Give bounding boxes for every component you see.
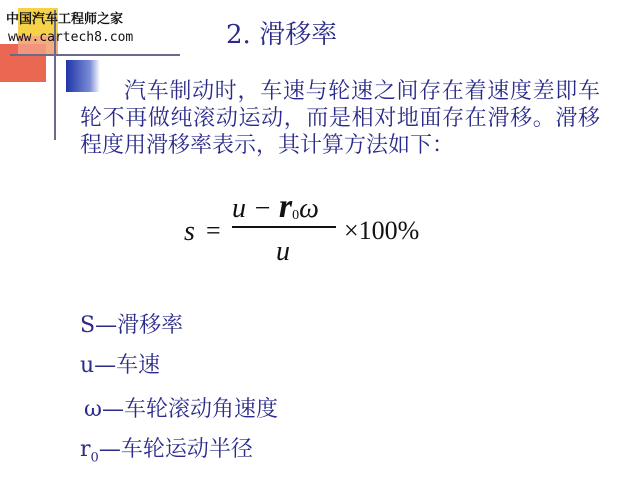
formula-denominator: u bbox=[276, 236, 290, 267]
formula-multiplier: ×100% bbox=[344, 216, 420, 245]
formula-numerator bbox=[232, 188, 319, 226]
body-paragraph: 汽车制动时，车速与轮速之间存在着速度差即车轮不再做纯滚动运动，而是相对地面存在滑移。滑移程度用滑移率表示，其计算方法如下： bbox=[80, 79, 600, 158]
slide-title: 2. 滑移率 bbox=[226, 20, 338, 50]
slip-ratio-formula bbox=[180, 188, 460, 270]
definition-omega bbox=[84, 392, 278, 423]
definition-r0 bbox=[80, 432, 253, 465]
definition-omega-text: —车轮滚动角速度 bbox=[101, 397, 278, 422]
watermark-url: www.cartech8.com bbox=[8, 30, 134, 45]
definition-s-symbol: S bbox=[80, 313, 96, 338]
formula-equals: = bbox=[206, 216, 221, 245]
decor-horizontal-line bbox=[10, 54, 180, 56]
definition-s bbox=[80, 308, 183, 339]
definition-u-symbol: u bbox=[80, 353, 95, 378]
formula-lhs: s bbox=[184, 216, 195, 247]
definition-u bbox=[80, 348, 160, 379]
numerator-r: r bbox=[278, 188, 293, 225]
definition-r0-text: —车轮运动半径 bbox=[98, 437, 253, 462]
numerator-minus: − bbox=[246, 193, 279, 224]
definition-u-text: —车速 bbox=[94, 353, 161, 378]
watermark-logo-title: 中国汽车工程师之家 bbox=[6, 12, 124, 27]
numerator-omega: ω bbox=[299, 193, 319, 224]
definition-s-text: —滑移率 bbox=[95, 313, 184, 338]
fraction-bar bbox=[232, 226, 336, 228]
definition-omega-symbol: ω bbox=[84, 397, 102, 422]
numerator-u: u bbox=[232, 193, 246, 224]
definition-r0-subscript: 0 bbox=[90, 450, 99, 466]
definition-r0-symbol: r bbox=[80, 437, 91, 462]
numerator-r-subscript: 0 bbox=[292, 208, 300, 223]
